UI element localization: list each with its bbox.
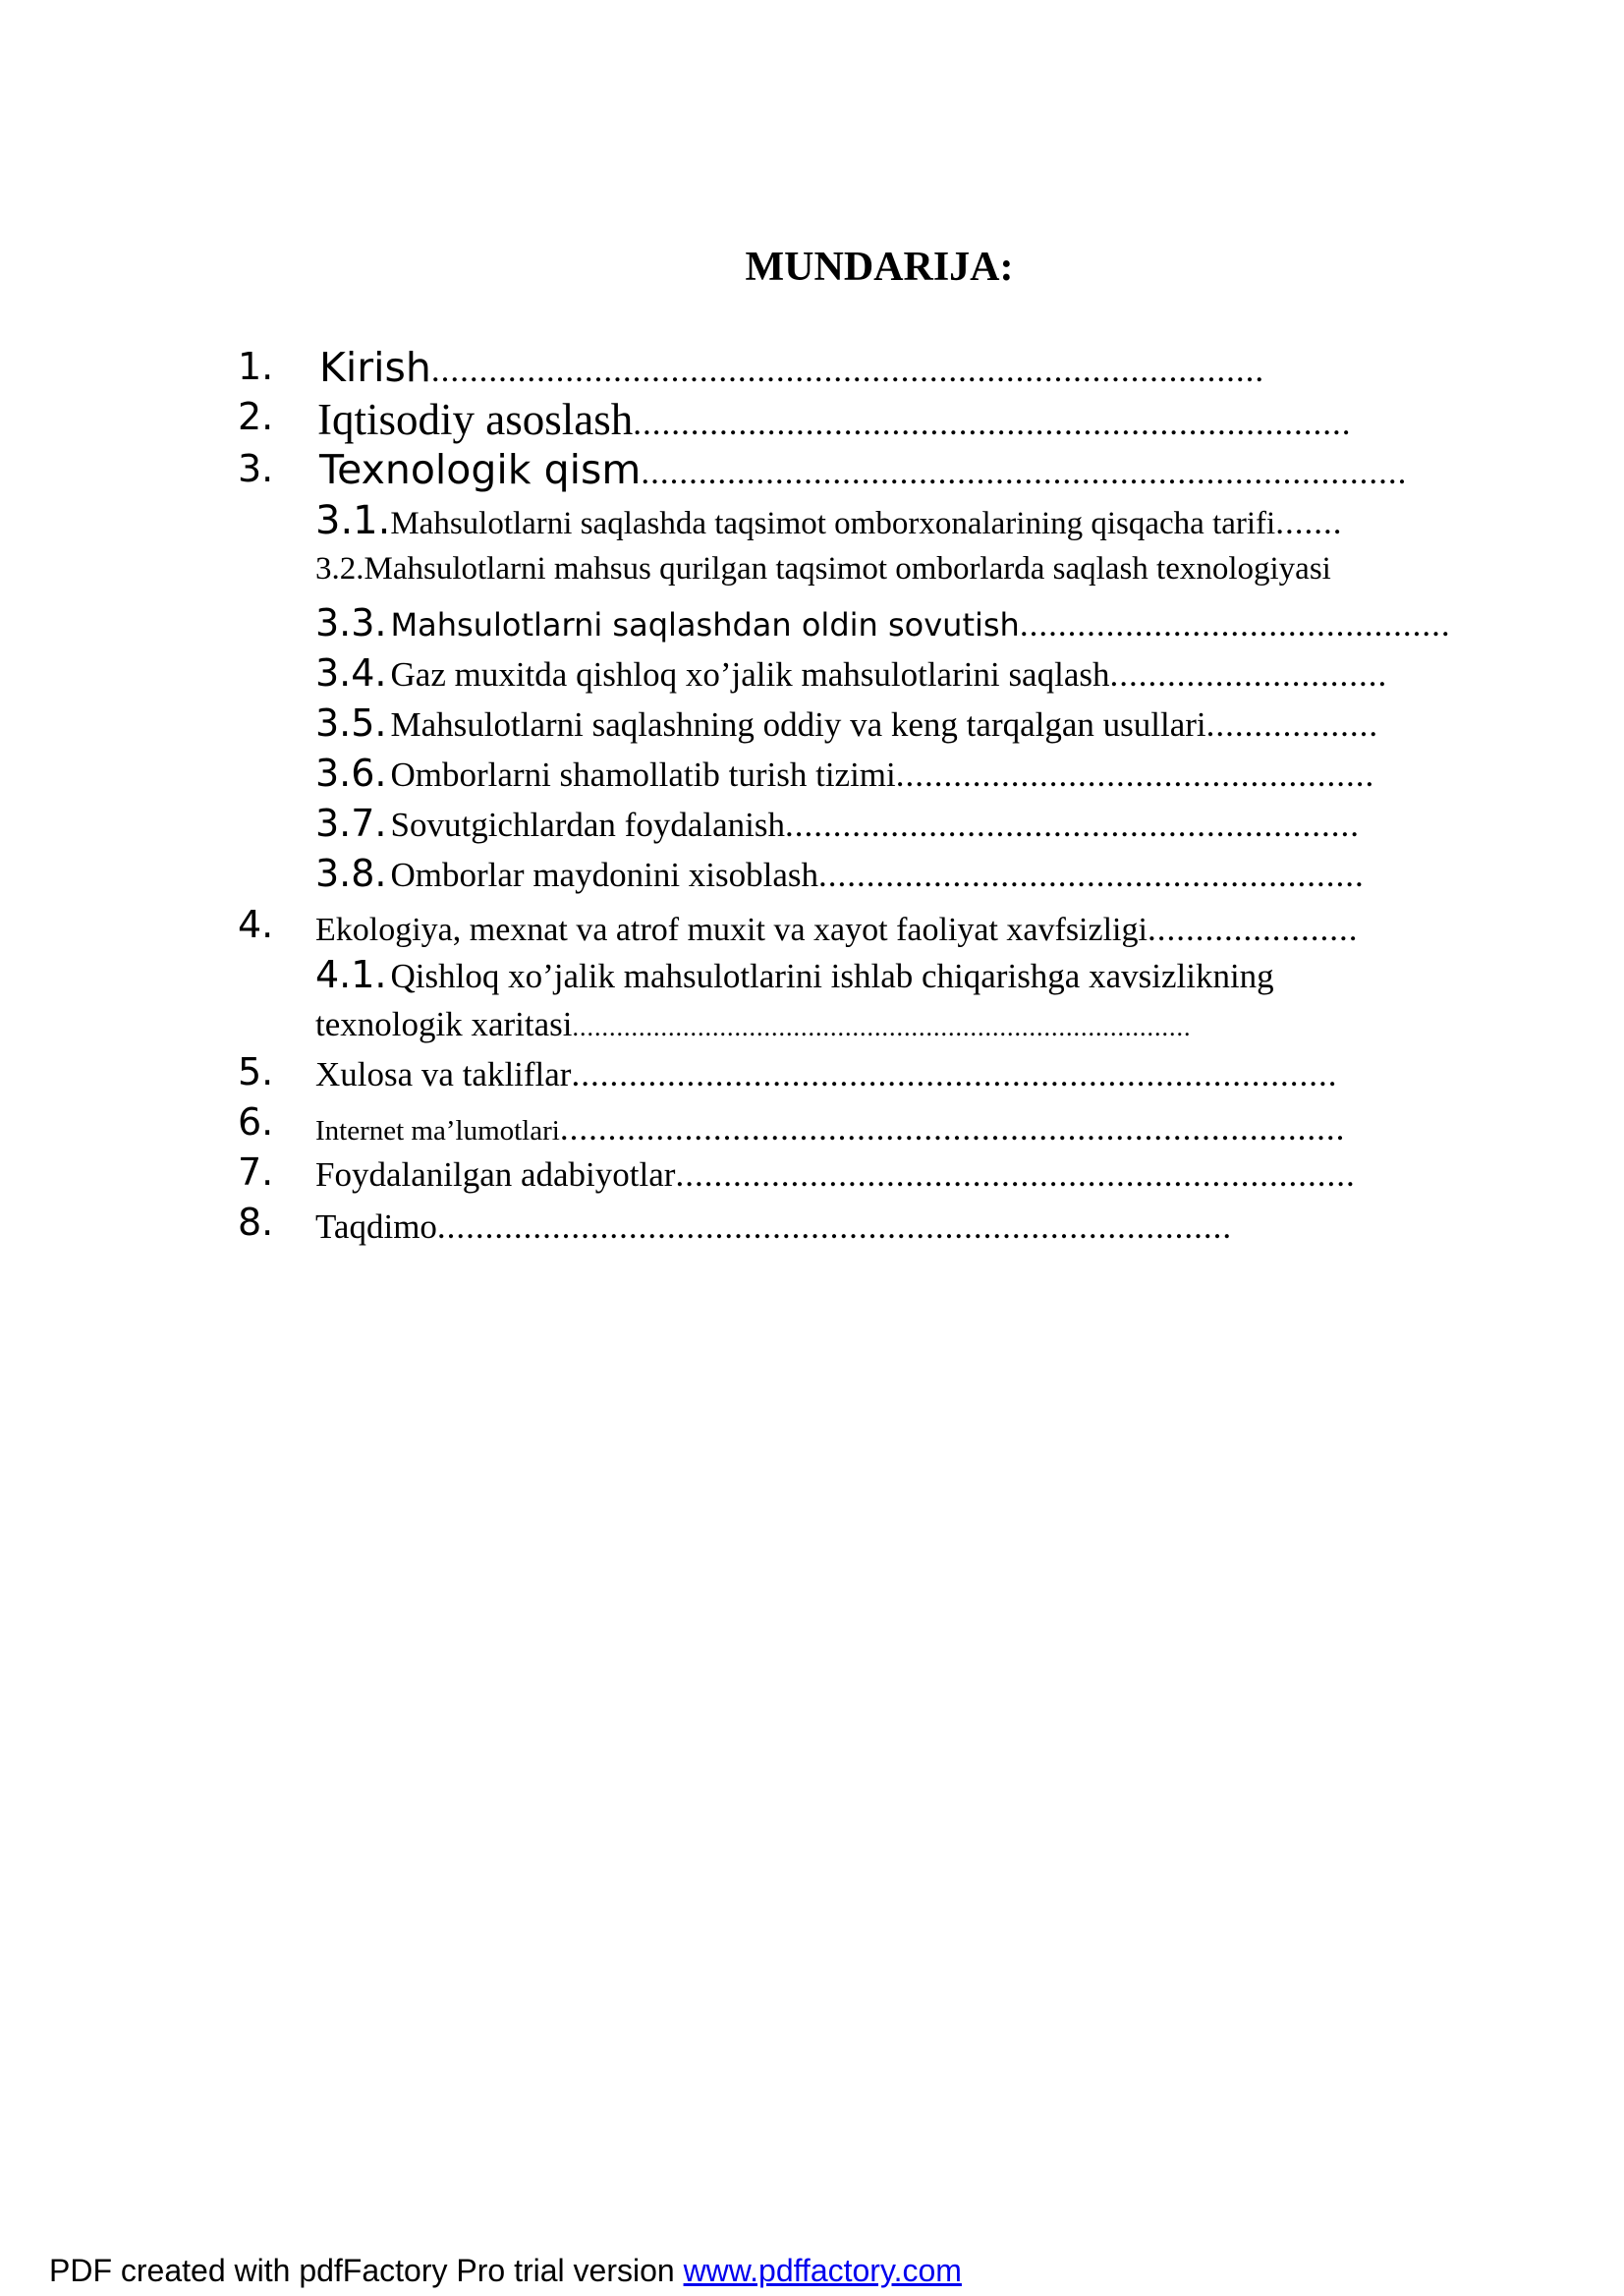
toc-leader-dots: ....... <box>1275 503 1343 541</box>
toc-number: 3. <box>238 447 274 490</box>
toc-entry-4-1 <box>315 953 1274 996</box>
toc-leader-dots: ................................................................................... <box>436 1207 1233 1246</box>
toc-number: 1. <box>238 345 274 388</box>
toc-title: Sovutgichlardan foydalanish <box>390 806 785 844</box>
toc-entry-3-5 <box>315 701 1379 745</box>
toc-number: 2. <box>238 395 274 438</box>
toc-entry-3-3 <box>315 601 1451 644</box>
toc-title: Internet ma’lumotlari <box>315 1115 560 1147</box>
toc-title: Mahsulotlarni saqlashdan oldin sovutish <box>390 606 1020 644</box>
toc-leader-dots: .................. <box>1205 705 1379 744</box>
toc-title: Foydalanilgan adabiyotlar <box>315 1155 676 1194</box>
toc-title: Ekologiya, mexnat va atrof muxit va xayot faoliyat xavfsizligi <box>315 912 1148 948</box>
toc-number: 4. <box>238 903 274 946</box>
toc-number: 7. <box>238 1150 274 1194</box>
toc-number: 6. <box>238 1100 274 1144</box>
toc-number: 3.3. <box>315 601 387 644</box>
toc-leader-dots: ...................... <box>1147 910 1359 948</box>
toc-leader-dots: ............................. <box>1109 655 1388 694</box>
toc-title: Mahsulotlarni saqlashda taqsimot omborxonalarining qisqacha tarifi <box>390 506 1276 541</box>
toc-leader-dots: .................................................. <box>895 756 1375 794</box>
toc-leader-dots: ....................................................................... <box>675 1155 1356 1194</box>
toc-title: Qishloq xo’jalik mahsulotlarini ishlab chiqarishga xavsizlikning <box>390 957 1274 995</box>
toc-entry-3-7 <box>315 802 1360 845</box>
toc-entry-3-6 <box>315 752 1375 795</box>
toc-entry-4-1-cont <box>315 1007 1191 1041</box>
toc-title: Mahsulotlarni saqlashning oddiy va keng tarqalgan usullari <box>390 705 1206 744</box>
toc-number: 5. <box>238 1050 274 1093</box>
toc-title: Omborlarni shamollatib turish tizimi <box>390 756 896 794</box>
toc-title: Gaz muxitda qishloq xo’jalik mahsulotlarini saqlash <box>390 655 1110 694</box>
toc-title: Xulosa va takliflar <box>315 1055 572 1093</box>
toc-title: Mahsulotlarni mahsus qurilgan taqsimot omborlarda saqlash texnologiyasi <box>364 551 1331 587</box>
toc-title: Kirish <box>319 344 431 391</box>
toc-number: 8. <box>238 1201 274 1244</box>
toc-leader-dots: ....................................................................................... <box>430 351 1265 389</box>
footer-link[interactable]: www.pdffactory.com <box>683 2253 962 2288</box>
toc-number: 4.1. <box>315 953 387 996</box>
toc-leader-dots: ................................................................................ <box>571 1055 1338 1093</box>
toc-title: Omborlar maydonini xisoblash <box>390 856 819 894</box>
toc-entry-3-1 <box>315 498 1343 543</box>
toc-number: 3.4. <box>315 651 387 695</box>
toc-number: 3.8. <box>315 852 387 895</box>
toc-number: 3.5. <box>315 701 387 745</box>
page-title: MUNDARIJA: <box>745 245 1014 290</box>
toc-title: Taqdimo <box>315 1207 437 1246</box>
toc-leader-dots: .................................................................................. <box>559 1109 1346 1148</box>
toc-entry-3-8 <box>315 852 1365 895</box>
toc-leader-dots: ............................................................ <box>784 806 1360 844</box>
pdf-footer <box>49 2253 962 2289</box>
toc-number: 3.7. <box>315 802 387 845</box>
toc-leader-dots: ............................................. <box>1019 605 1451 644</box>
toc-leader-dots: .................................................................................... <box>572 1013 1192 1041</box>
toc-title-continued: texnologik xaritasi <box>315 1005 573 1043</box>
toc-entry-3-4 <box>315 651 1388 695</box>
footer-text: PDF created with pdfFactory Pro trial version <box>49 2253 684 2288</box>
toc-number: 3.2. <box>315 551 364 587</box>
toc-number: 3.1. <box>315 498 391 543</box>
toc-title: Iqtisodiy asoslash <box>317 395 634 444</box>
toc-entry-3-2 <box>315 553 1331 586</box>
toc-leader-dots: ........................................................................... <box>633 404 1352 442</box>
toc-leader-dots: ......................................................... <box>818 856 1365 894</box>
toc-title: Texnologik qism <box>319 446 642 493</box>
toc-leader-dots: ................................................................................ <box>641 453 1408 491</box>
toc-number: 3.6. <box>315 752 387 795</box>
